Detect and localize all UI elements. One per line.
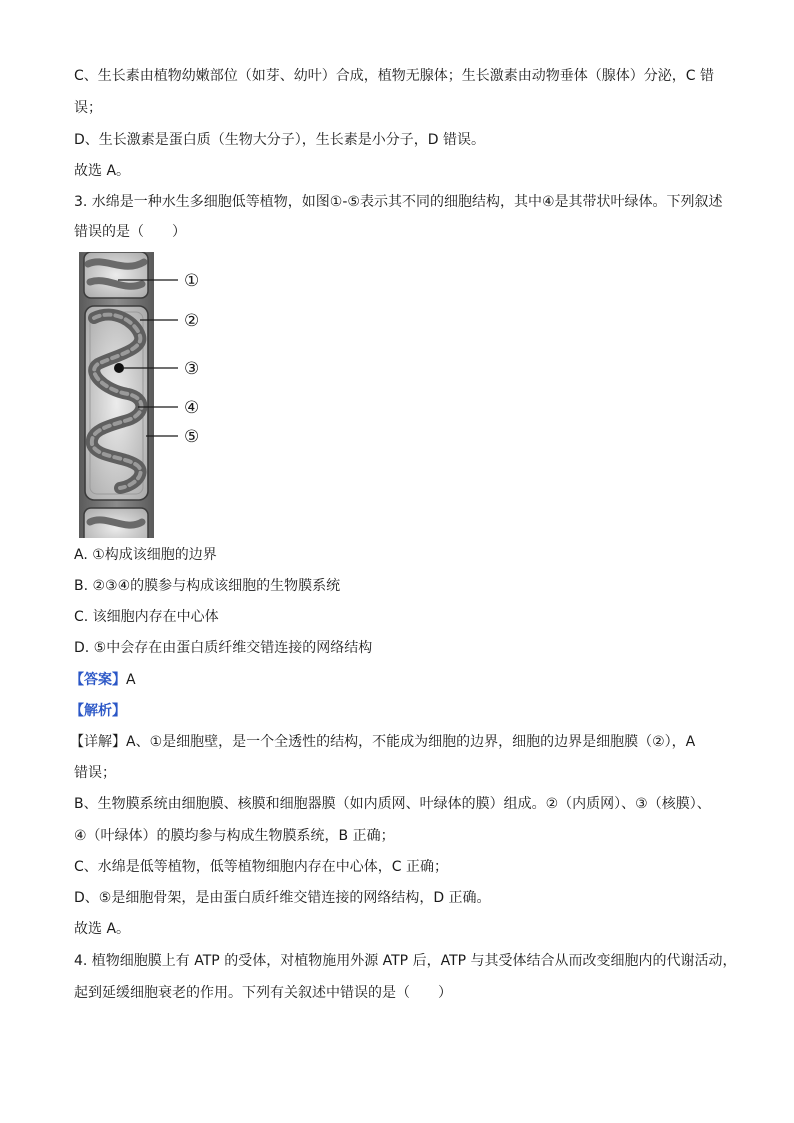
- figure-label-3: ③: [184, 359, 200, 379]
- q4-stem-line2: 起到延缓细胞衰老的作用。下列有关叙述中错误的是（ ）: [74, 985, 452, 1001]
- spirogyra-cell-figure: [74, 252, 234, 538]
- q3-stem-line2: 错误的是（ ）: [74, 224, 186, 240]
- detail-a-line2: 错误；: [74, 765, 116, 781]
- detail-c: C、水绵是低等植物，低等植物细胞内存在中心体，C 正确；: [74, 859, 448, 875]
- lower-cell: [84, 508, 148, 538]
- figure-label-4: ④: [184, 398, 200, 418]
- detail-b-line1: B、生物膜系统由细胞膜、核膜和细胞器膜（如内质网、叶绿体的膜）组成。②（内质网）、③（核膜）、: [74, 796, 711, 812]
- detail-d: D、⑤是细胞骨架，是由蛋白质纤维交错连接的网络结构，D 正确。: [74, 890, 491, 906]
- detail-a-text: A、①是细胞壁，是一个全透性的结构，不能成为细胞的边界，细胞的边界是细胞膜（②），A: [126, 734, 696, 750]
- prev-option-c-line1: C、生长素由植物幼嫩部位（如芽、幼叶）合成，植物无腺体；生长激素由动物垂体（腺体）分泌，C 错: [74, 68, 714, 84]
- q3-option-d: D. ⑤中会存在由蛋白质纤维交错连接的网络结构: [74, 640, 373, 656]
- detail-a-line1: [70, 733, 695, 751]
- answer-value: A: [126, 672, 136, 688]
- detail-tag: 【详解】: [70, 734, 126, 750]
- detail-b-line2: ④（叶绿体）的膜均参与构成生物膜系统，B 正确；: [74, 828, 395, 844]
- q3-conclusion: 故选 A。: [74, 921, 131, 937]
- q3-option-b: B. ②③④的膜参与构成该细胞的生物膜系统: [74, 578, 341, 594]
- prev-conclusion: 故选 A。: [74, 163, 131, 179]
- answer-tag: 【答案】: [70, 672, 126, 688]
- upper-cell: [84, 252, 148, 298]
- figure-label-1: ①: [184, 271, 200, 291]
- q3-option-c: C. 该细胞内存在中心体: [74, 609, 219, 625]
- figure-label-2: ②: [184, 311, 200, 331]
- analysis-tag: 【解析】: [70, 703, 126, 719]
- figure-label-5: ⑤: [184, 427, 200, 447]
- q4-stem-line1: 4. 植物细胞膜上有 ATP 的受体，对植物施用外源 ATP 后，ATP 与其受体结合从而改变细胞内的代谢活动，: [74, 953, 737, 969]
- q3-option-a: A. ①构成该细胞的边界: [74, 547, 217, 563]
- prev-option-c-line2: 误；: [74, 100, 102, 116]
- answer-line: [70, 671, 136, 689]
- analysis-line: [70, 702, 126, 720]
- prev-option-d: D、生长激素是蛋白质（生物大分子），生长素是小分子，D 错误。: [74, 132, 486, 148]
- q3-stem-line1: 3. 水绵是一种水生多细胞低等植物，如图①-⑤表示其不同的细胞结构，其中④是其带状叶绿体。下列叙述: [74, 194, 723, 210]
